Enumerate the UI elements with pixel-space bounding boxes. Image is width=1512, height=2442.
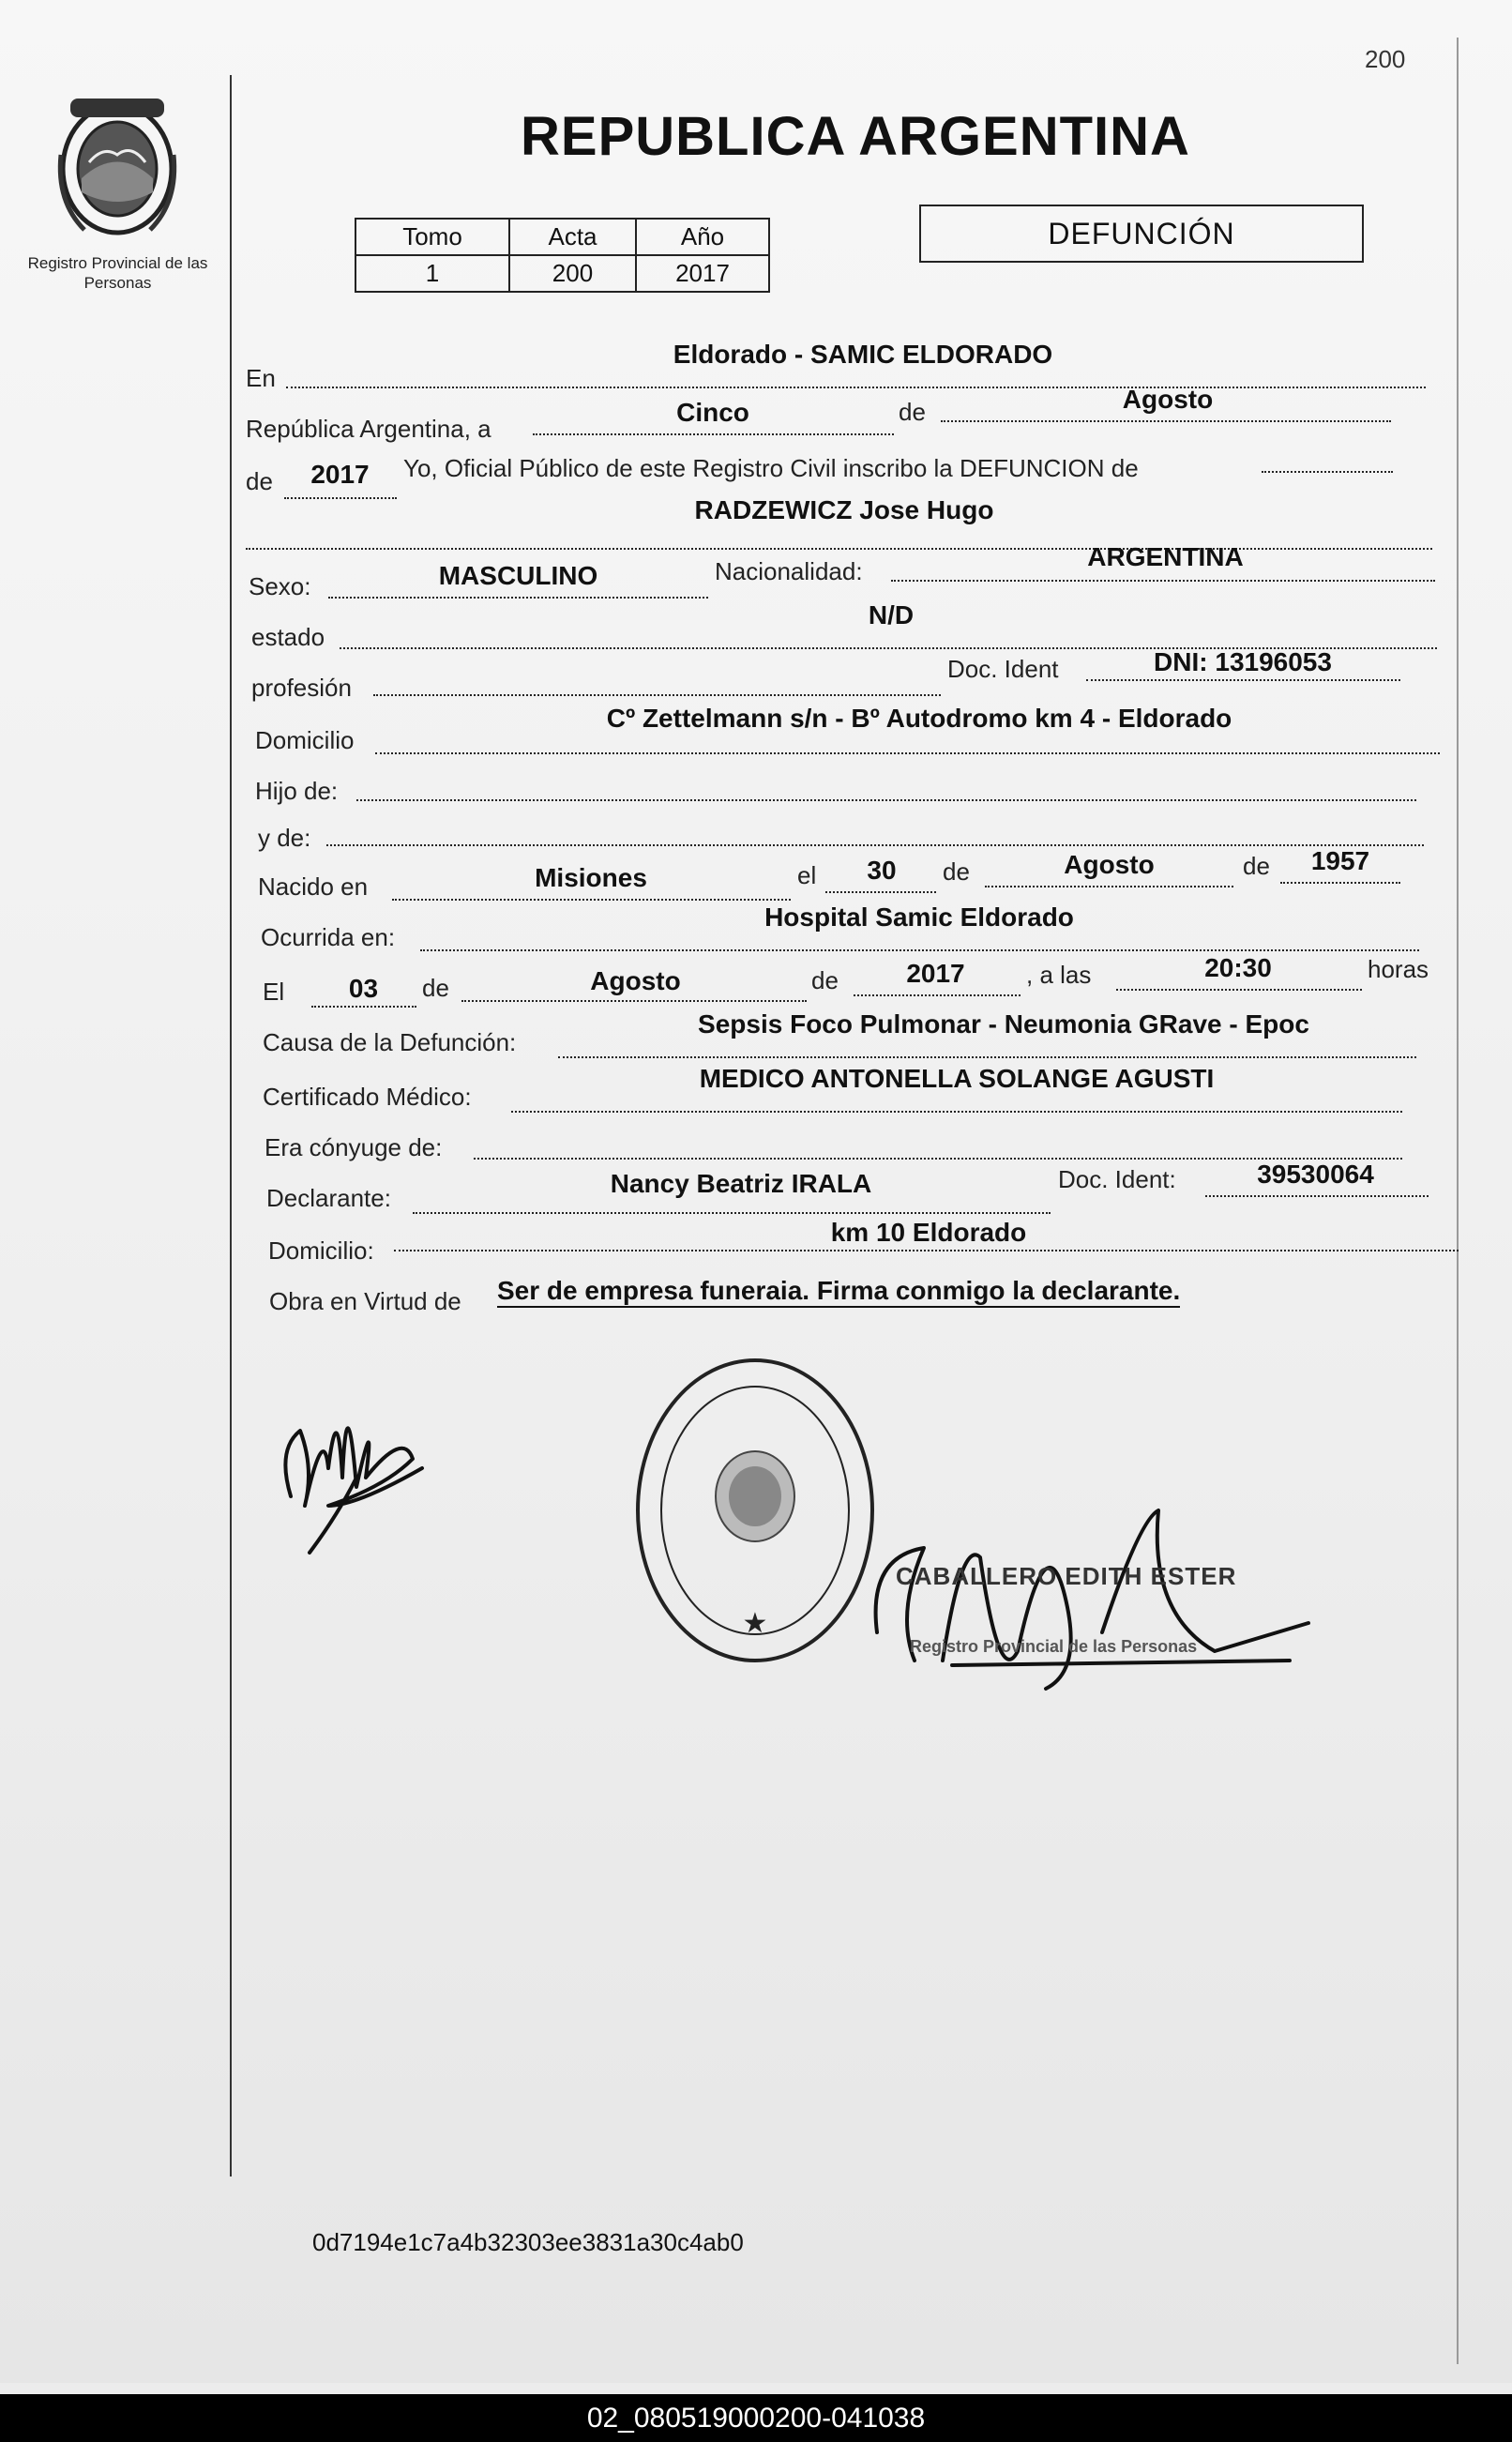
label-conyuge: Era cónyuge de: — [265, 1133, 443, 1161]
document-hash: 0d7194e1c7a4b32303ee3831a30c4ab0 — [312, 2228, 744, 2256]
label-hijo-de: Hijo de: — [255, 777, 339, 805]
dotted-line — [1086, 679, 1400, 681]
field-declarante-domicilio: km 10 Eldorado — [830, 1218, 1027, 1247]
field-sexo: MASCULINO — [438, 561, 598, 590]
field-nacido-dia: 30 — [867, 856, 897, 885]
dotted-line — [413, 1212, 1051, 1214]
label-nacido-en: Nacido en — [258, 872, 369, 901]
field-doc-ident: DNI: 13196053 — [1154, 647, 1332, 676]
field-obra-en-virtud: Ser de empresa funeraia. Firma conmigo la declarante. — [497, 1276, 1180, 1308]
dotted-line — [356, 799, 1416, 801]
field-causa: Sepsis Foco Pulmonar - Neumonia GRave - Epoc — [698, 1009, 1309, 1039]
left-margin-line — [230, 75, 232, 2177]
footer-code: 02_080519000200-041038 — [0, 2394, 1512, 2442]
label-profesion: profesión — [251, 674, 352, 702]
reference-value-row — [355, 255, 769, 292]
label-y-de: y de: — [258, 824, 311, 852]
label-doc-ident-declarante: Doc. Ident: — [1058, 1165, 1176, 1193]
label-a-las: , a las — [1026, 961, 1092, 989]
dotted-line — [1262, 471, 1393, 473]
field-domicilio: Cº Zettelmann s/n - Bº Autodromo km 4 - Eldorado — [606, 704, 1232, 733]
field-certificado: MEDICO ANTONELLA SOLANGE AGUSTI — [699, 1064, 1215, 1093]
field-nacido-en: Misiones — [535, 863, 647, 892]
value-tomo: 1 — [355, 255, 509, 292]
label-estado: estado — [251, 623, 325, 651]
label-obra: Obra en Virtud de — [269, 1287, 461, 1315]
label-certificado: Certificado Médico: — [263, 1083, 472, 1111]
label-republica: República Argentina, a — [246, 415, 491, 443]
header-anio: Año — [636, 219, 769, 255]
field-fallec-mes: Agosto — [590, 966, 681, 995]
label-sexo: Sexo: — [249, 572, 311, 600]
officer-stamp-subtitle: Registro Provincial de las Personas — [910, 1637, 1198, 1656]
label-causa: Causa de la Defunción: — [263, 1028, 517, 1056]
right-margin-line — [1457, 38, 1459, 2364]
dotted-line — [420, 949, 1419, 951]
svg-text:★: ★ — [742, 1607, 768, 1640]
label-yo-oficial: Yo, Oficial Público de este Registro Civil inscribo la DEFUNCION de — [403, 454, 1139, 482]
dotted-line — [328, 597, 708, 599]
field-dia-inscripcion: Cinco — [676, 398, 749, 427]
value-acta: 200 — [509, 255, 636, 292]
value-anio: 2017 — [636, 255, 769, 292]
dotted-line — [533, 433, 894, 435]
dotted-line — [825, 891, 936, 893]
dotted-line — [392, 899, 791, 901]
dotted-line — [558, 1056, 1416, 1058]
header-tomo: Tomo — [355, 219, 509, 255]
officer-stamp-name: CABALLERO EDITH ESTER — [896, 1562, 1237, 1590]
dotted-line — [375, 752, 1440, 754]
dotted-line — [326, 844, 1424, 846]
label-de: de — [811, 966, 839, 994]
page-title: REPUBLICA ARGENTINA — [521, 106, 1190, 167]
field-fallec-hora: 20:30 — [1204, 953, 1272, 982]
dotted-line — [311, 1006, 416, 1008]
declarant-signature — [272, 1365, 441, 1562]
dotted-line — [284, 497, 397, 499]
label-doc-ident: Doc. Ident — [947, 655, 1059, 683]
field-estado: N/D — [868, 600, 915, 629]
label-de: de — [943, 857, 970, 886]
official-stamp — [624, 1351, 886, 1670]
officer-signature — [858, 1501, 1327, 1707]
label-horas: horas — [1368, 955, 1429, 983]
field-mes-inscripcion: Agosto — [1122, 385, 1214, 414]
field-nacionalidad: ARGENTINA — [1087, 542, 1244, 571]
dotted-line — [394, 1250, 1459, 1251]
reference-table — [355, 218, 770, 293]
field-declarante: Nancy Beatriz IRALA — [610, 1169, 872, 1198]
label-nacionalidad: Nacionalidad: — [715, 557, 863, 585]
dotted-line — [985, 886, 1233, 887]
field-nacido-mes: Agosto — [1064, 850, 1155, 879]
label-ocurrida-en: Ocurrida en: — [261, 923, 396, 951]
label-de: de — [422, 974, 449, 1002]
field-nacido-anio: 1957 — [1310, 846, 1370, 875]
dotted-line — [941, 420, 1391, 422]
dotted-line — [1205, 1195, 1429, 1197]
field-anio-inscripcion: 2017 — [310, 460, 370, 489]
label-domicilio-declarante: Domicilio: — [268, 1236, 374, 1265]
dotted-line — [1280, 882, 1400, 884]
provincial-seal-icon — [52, 89, 183, 239]
label-en: En — [246, 364, 276, 392]
label-de: de — [899, 398, 926, 426]
label-domicilio: Domicilio — [255, 726, 355, 754]
field-fallec-dia: 03 — [348, 974, 379, 1003]
field-ocurrida-en: Hospital Samic Eldorado — [764, 902, 1074, 932]
field-lugar: Eldorado - SAMIC ELDORADO — [673, 340, 1053, 369]
page-number: 200 — [1365, 45, 1406, 73]
dotted-line — [461, 1000, 807, 1002]
dotted-line — [1116, 989, 1362, 991]
dotted-line — [854, 994, 1021, 996]
dotted-line — [891, 580, 1435, 582]
label-el: El — [263, 978, 285, 1006]
field-declarante-doc: 39530064 — [1257, 1160, 1374, 1189]
field-nombre: RADZEWICZ Jose Hugo — [694, 495, 994, 524]
label-el: el — [797, 861, 817, 889]
field-fallec-anio: 2017 — [906, 959, 965, 988]
registry-name: Registro Provincial de las Personas — [27, 254, 208, 292]
reference-header-row — [355, 219, 769, 255]
label-de: de — [246, 467, 273, 495]
dotted-line — [511, 1111, 1402, 1113]
dotted-line — [373, 694, 941, 696]
header-acta: Acta — [509, 219, 636, 255]
label-declarante: Declarante: — [266, 1184, 391, 1212]
record-type-box: DEFUNCIÓN — [919, 205, 1364, 263]
label-de: de — [1243, 852, 1270, 880]
